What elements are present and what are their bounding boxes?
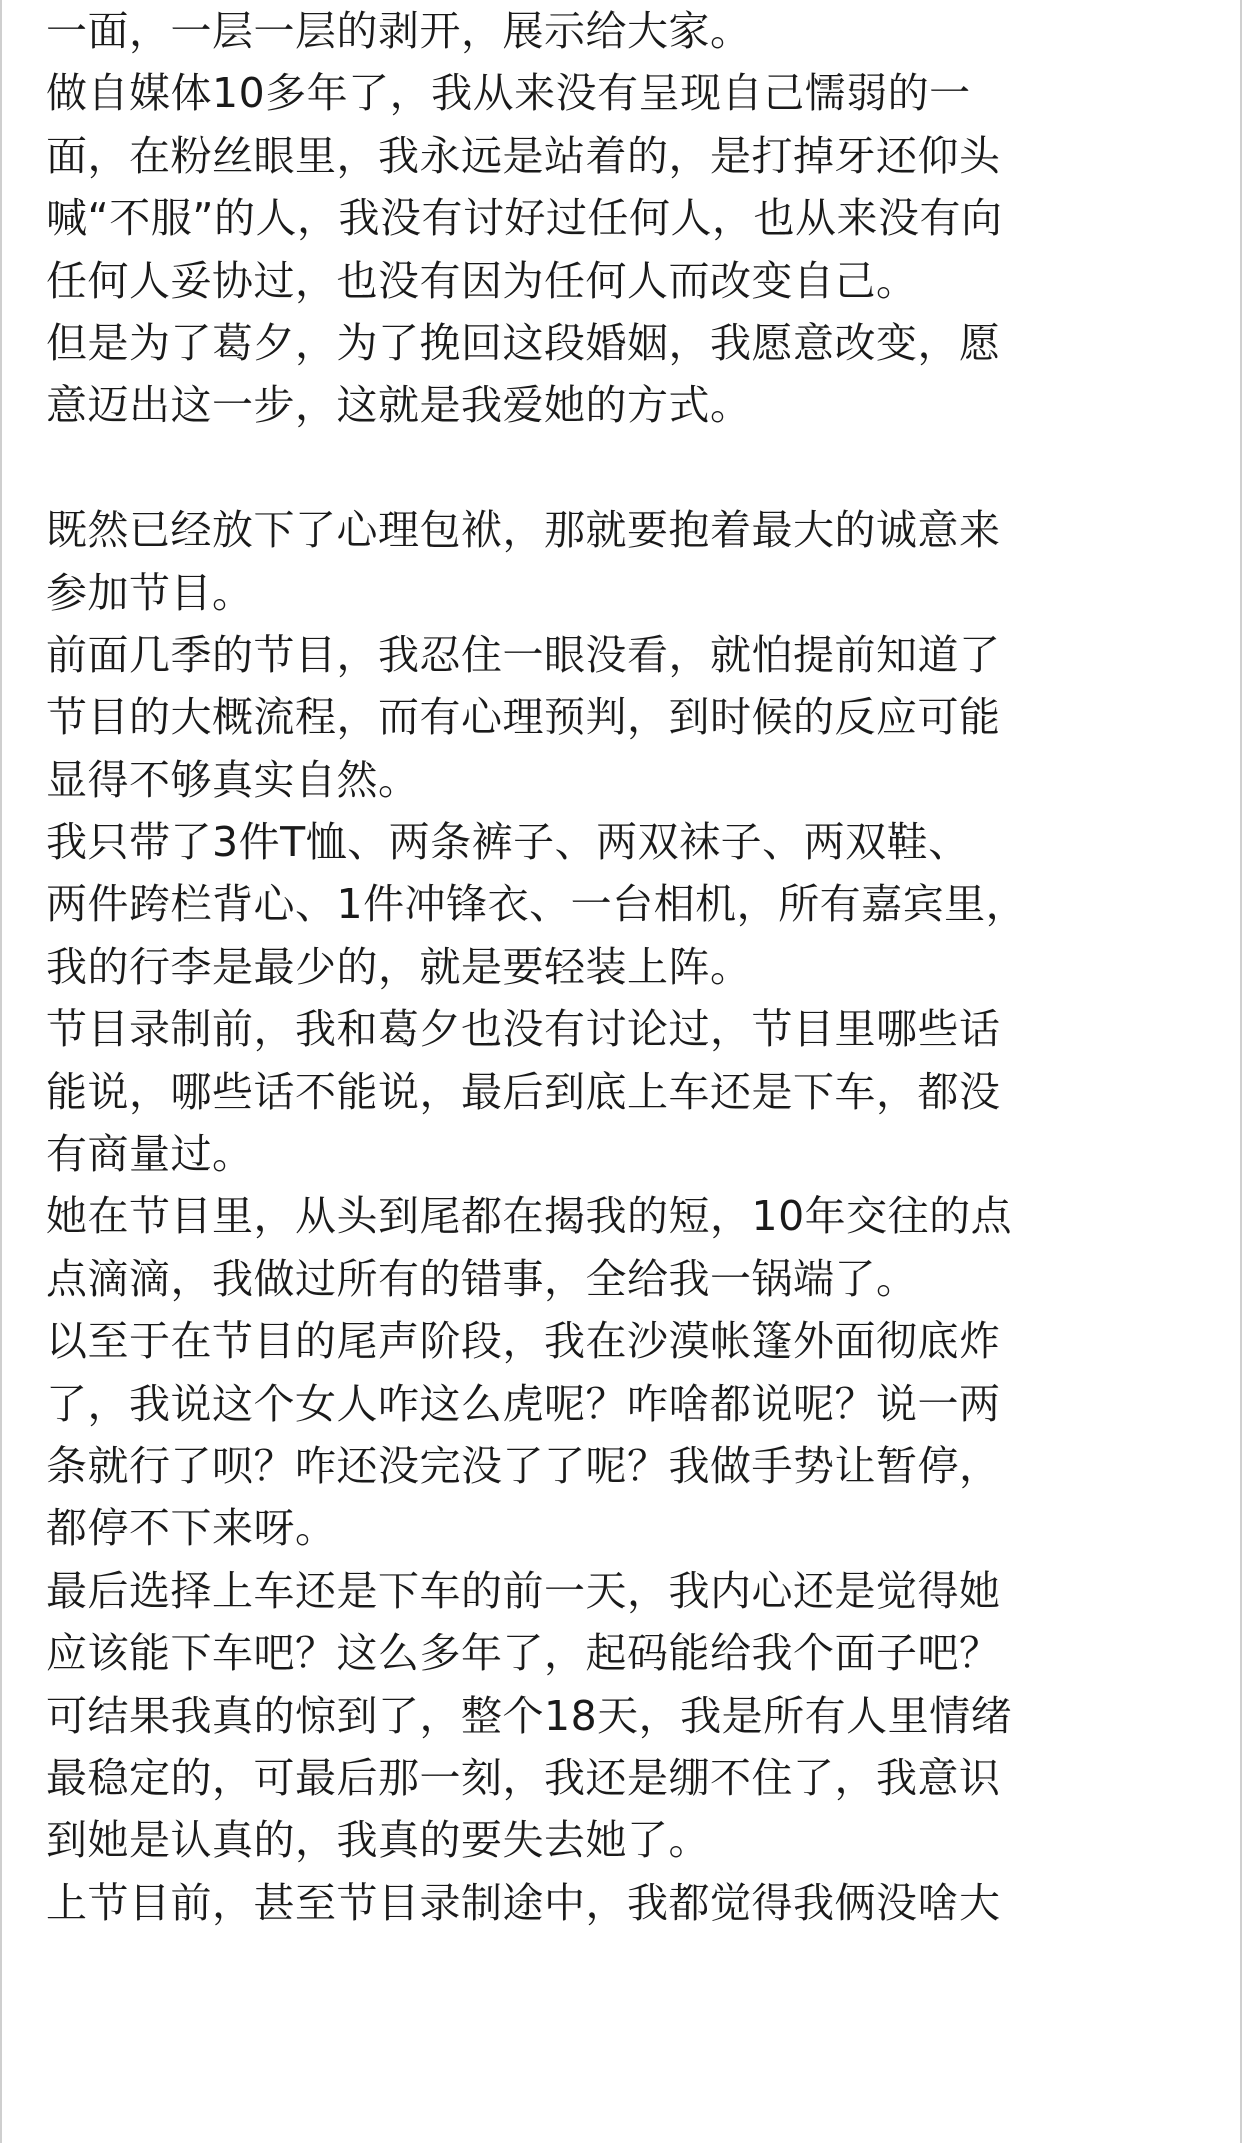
text-line: 前面几季的节目，我忍住一眼没看，就怕提前知道了 [46, 630, 1001, 679]
text-line: 可结果我真的惊到了，整个18天，我是所有人里情绪 [46, 1691, 1013, 1740]
text-line: 最稳定的，可最后那一刻，我还是绷不住了，我意识 [46, 1753, 1001, 1802]
text-line: 条就行了呗？咋还没完没了了呢？我做手势让暂停， [46, 1441, 1001, 1490]
text-line: 到她是认真的，我真的要失去她了。 [46, 1816, 710, 1865]
text-line: 一面，一层一层的剥开，展示给大家。 [46, 7, 752, 55]
paragraph-gap [46, 437, 1216, 499]
article-body [46, 0, 1216, 1934]
text-line: 任何人妥协过，也没有因为任何人而改变自己。 [46, 256, 918, 305]
text-line: 都停不下来呀。 [46, 1504, 337, 1553]
text-line: 两件跨栏背心、1件冲锋衣、一台相机，所有嘉宾里， [46, 880, 1028, 929]
text-line: 节目录制前，我和葛夕也没有讨论过，节目里哪些话 [46, 1005, 1001, 1054]
text-line: 但是为了葛夕，为了挽回这段婚姻，我愿意改变，愿 [46, 318, 1001, 367]
text-line: 以至于在节目的尾声阶段，我在沙漠帐篷外面彻底炸 [46, 1317, 1001, 1366]
text-line: 参加节目。 [46, 568, 254, 617]
text-line: 能说，哪些话不能说，最后到底上车还是下车，都没 [46, 1067, 1001, 1116]
text-line: 上节目前，甚至节目录制途中，我都觉得我俩没啥大 [46, 1878, 1001, 1927]
text-line: 应该能下车吧？这么多年了，起码能给我个面子吧？ [46, 1629, 1001, 1678]
text-line: 我的行李是最少的，就是要轻装上阵。 [46, 942, 752, 991]
text-line: 节目的大概流程，而有心理预判，到时候的反应可能 [46, 693, 1001, 742]
text-line: 面，在粉丝眼里，我永远是站着的，是打掉牙还仰头 [46, 131, 1001, 180]
text-line: 最后选择上车还是下车的前一天，我内心还是觉得她 [46, 1566, 1001, 1615]
text-line: 点滴滴，我做过所有的错事，全给我一锅端了。 [46, 1254, 918, 1303]
text-line: 她在节目里，从头到尾都在揭我的短，10年交往的点 [46, 1192, 1013, 1241]
text-line: 我只带了3件T恤、两条裤子、两双袜子、两双鞋、 [46, 818, 970, 867]
text-line: 喊“不服”的人，我没有讨好过任何人，也从来没有向 [46, 194, 1003, 243]
text-line: 了，我说这个女人咋这么虎呢？咋啥都说呢？说一两 [46, 1379, 1001, 1428]
text-line: 做自媒体10多年了，我从来没有呈现自己懦弱的一 [46, 69, 971, 118]
text-line: 有商量过。 [46, 1130, 254, 1179]
text-line: 显得不够真实自然。 [46, 755, 420, 804]
text-line: 意迈出这一步，这就是我爱她的方式。 [46, 381, 752, 430]
text-line: 既然已经放下了心理包袱，那就要抱着最大的诚意来 [46, 506, 1001, 555]
